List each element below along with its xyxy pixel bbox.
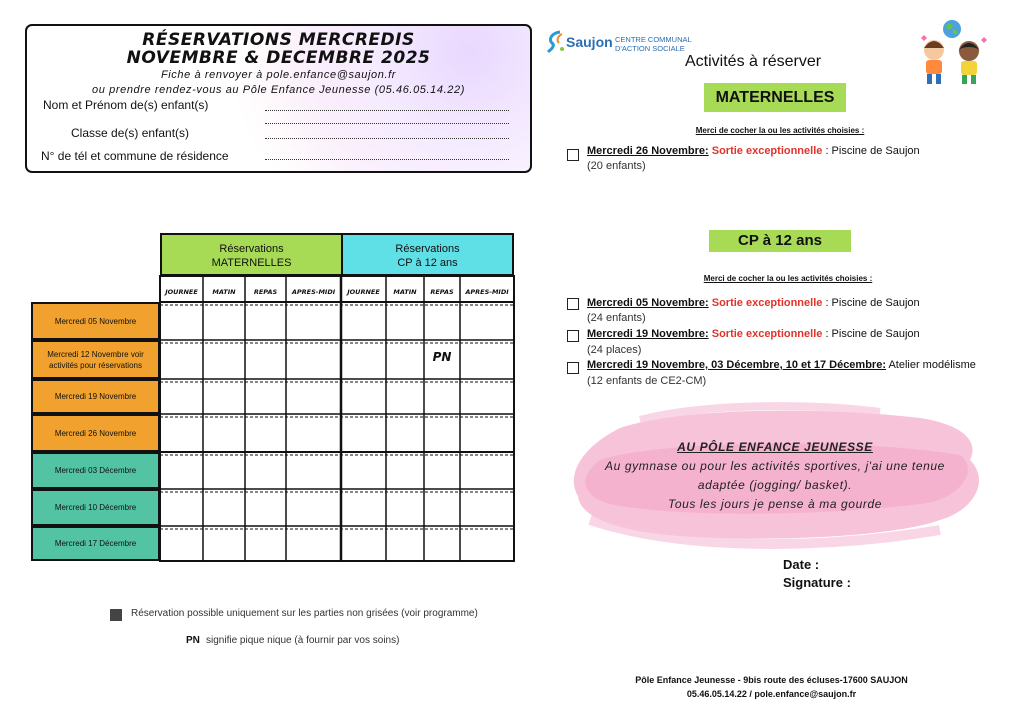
pn-mark-12-nov-repas: PN bbox=[432, 350, 452, 364]
logo-brand: Saujon bbox=[566, 34, 613, 50]
col-header-apresmidi-mat: APRES-MIDI bbox=[291, 288, 336, 296]
activity-note-mat-26-nov: (20 enfants) bbox=[587, 160, 646, 172]
activity-rest: : Piscine de Saujon bbox=[822, 145, 920, 157]
checkbox-cp-19-nov[interactable] bbox=[567, 330, 579, 342]
row-label-12-nov: Mercredi 12 Novembre voir activités pour réservations bbox=[31, 340, 160, 379]
logo-line-2: D'ACTION SOCIALE bbox=[615, 44, 685, 53]
saujon-logo-icon bbox=[546, 30, 566, 54]
activity-note-cp-19-nov: (24 places) bbox=[587, 344, 642, 356]
checkbox-mat-26-nov[interactable] bbox=[567, 149, 579, 161]
group-maternelles-line2: MATERNELLES bbox=[211, 257, 292, 269]
footer-contact: 05.46.05.14.22 / pole.enfance@saujon.fr bbox=[686, 689, 857, 699]
title-line-1: RÉSERVATIONS MERCREDIS bbox=[142, 30, 415, 50]
activity-note-cp-05-nov: (24 enfants) bbox=[587, 312, 646, 324]
activity-mat-26-nov bbox=[587, 145, 920, 157]
field-label-names: Nom et Prénom de(s) enfant(s) bbox=[43, 98, 209, 112]
reservation-cells-area[interactable] bbox=[160, 302, 514, 561]
send-to-text: Fiche à renvoyer à pole.enfance@saujon.fr bbox=[160, 69, 397, 81]
grey-square-icon bbox=[110, 609, 122, 621]
group-cp-line2: CP à 12 ans bbox=[397, 257, 458, 269]
activity-rest: : Piscine de Saujon bbox=[822, 328, 920, 340]
activity-date: Mercredi 19 Novembre, 03 Décembre, 10 et 17 Décembre: bbox=[587, 359, 886, 371]
group-cp-line1: Réservations bbox=[395, 243, 460, 255]
cp-hint: Merci de cocher la ou les activités choisies : bbox=[703, 274, 873, 283]
row-label-19-nov: Mercredi 19 Novembre bbox=[31, 379, 160, 414]
activities-title: Activités à réserver bbox=[685, 53, 822, 70]
checkbox-cp-modelisme[interactable] bbox=[567, 362, 579, 374]
col-header-journee-cp: JOURNEE bbox=[347, 288, 380, 296]
appointment-text: ou prendre rendez-vous au Pôle Enfance Jeunesse (05.46.05.14.22) bbox=[92, 84, 465, 96]
kids-globe-illustration bbox=[915, 18, 990, 90]
activity-date: Mercredi 19 Novembre: bbox=[587, 328, 709, 340]
logo-line-1: CENTRE COMMUNAL bbox=[615, 35, 692, 44]
pn-legend-key: PN bbox=[186, 635, 200, 646]
grey-legend-text: Réservation possible uniquement sur les parties non grisées (voir programme) bbox=[131, 608, 478, 619]
logo-ccas-text bbox=[615, 35, 692, 53]
title-line-2: NOVEMBRE & DECEMBRE 2025 bbox=[126, 48, 431, 68]
maternelles-label: MATERNELLES bbox=[704, 83, 846, 112]
activity-cp-19-nov bbox=[587, 328, 920, 340]
activity-rest: : Piscine de Saujon bbox=[822, 297, 920, 309]
field-label-phone: N° de tél et commune de résidence bbox=[41, 149, 229, 163]
activity-cp-modelisme bbox=[587, 359, 976, 371]
footer-address: Pôle Enfance Jeunesse - 9bis route des écluses-17600 SAUJON bbox=[635, 675, 908, 685]
row-label-17-dec: Mercredi 17 Décembre bbox=[31, 526, 160, 561]
row-label-26-nov: Mercredi 26 Novembre bbox=[31, 414, 160, 452]
pink-title: AU PÔLE ENFANCE JEUNESSE bbox=[677, 440, 873, 454]
pink-line-2: adaptée (jogging/ basket). bbox=[697, 478, 853, 492]
col-header-journee-mat: JOURNEE bbox=[165, 288, 198, 296]
pink-line-3: Tous les jours je pense à ma gourde bbox=[667, 497, 882, 511]
cp-label: CP à 12 ans bbox=[709, 230, 851, 252]
activity-rest: Atelier modélisme bbox=[886, 359, 976, 371]
pn-legend-desc: signifie pique nique (à fournir par vos soins) bbox=[206, 635, 400, 646]
row-label-05-nov: Mercredi 05 Novembre bbox=[31, 302, 160, 340]
group-maternelles-line1: Réservations bbox=[219, 243, 284, 255]
signature-label: Signature : bbox=[783, 575, 851, 590]
col-header-repas-cp: REPAS bbox=[430, 288, 454, 296]
col-header-repas-mat: REPAS bbox=[253, 288, 278, 296]
date-label: Date : bbox=[783, 557, 820, 572]
checkbox-cp-05-nov[interactable] bbox=[567, 298, 579, 310]
col-header-apresmidi-cp: APRES-MIDI bbox=[465, 288, 509, 296]
field-label-class: Classe de(s) enfant(s) bbox=[71, 126, 190, 140]
activity-type: Sortie exceptionnelle bbox=[711, 297, 823, 309]
row-label-03-dec: Mercredi 03 Décembre bbox=[31, 452, 160, 489]
activity-cp-05-nov bbox=[587, 297, 920, 309]
activity-date: Mercredi 26 Novembre: bbox=[587, 145, 709, 157]
activity-type: Sortie exceptionnelle bbox=[711, 328, 823, 340]
col-header-matin-cp: MATIN bbox=[393, 288, 417, 296]
activity-note-cp-modelisme: (12 enfants de CE2-CM) bbox=[587, 375, 707, 387]
activity-date: Mercredi 05 Novembre: bbox=[587, 297, 709, 309]
pink-line-1: Au gymnase ou pour les activités sportives, j'ai une tenue bbox=[605, 459, 945, 473]
maternelles-hint: Merci de cocher la ou les activités choisies : bbox=[695, 126, 865, 135]
row-label-10-dec: Mercredi 10 Décembre bbox=[31, 489, 160, 526]
col-header-matin-mat: MATIN bbox=[212, 288, 236, 296]
activity-type: Sortie exceptionnelle bbox=[711, 145, 823, 157]
